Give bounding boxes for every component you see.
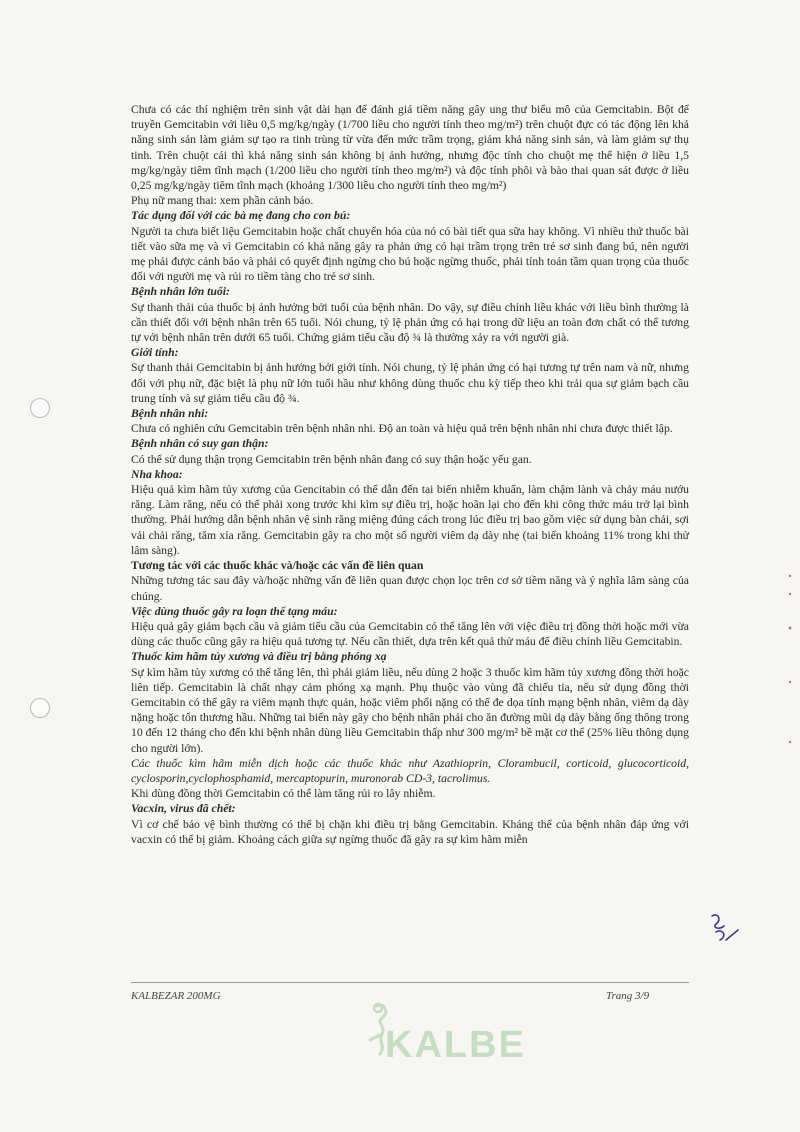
footer-page-number: Trang 3/9	[606, 990, 650, 1002]
section-heading: Giới tính:	[131, 346, 179, 360]
paragraph: Sự thanh thải Gemcitabin bị ảnh hưởng bởi giới tính. Nói chung, tỷ lệ phản ứng có hại tương tự trên nam và nữ, nhưng đối với phụ nữ, đặc biệt là phụ nữ lớn tuổi hầu như không dùng thuốc chu kỳ tiếp theo khi trải qua sự giảm bạch cầu trung tính và sự giảm tiểu cầu độ ¾.	[131, 361, 689, 405]
section-heading: Bệnh nhân lớn tuổi:	[131, 285, 230, 299]
paragraph: Phụ nữ mang thai: xem phần cảnh báo.	[131, 194, 314, 208]
paragraph: Sự kìm hãm tủy xương có thể tăng lên, thì phải giảm liều, nếu dùng 2 hoặc 3 thuốc kìm hãm tủy xương đồng thời hoặc liên tiếp. Gemcitabin là chất nhạy cảm phóng xạ mạnh. Phụ thuộc vào vùng đã chiếu tia, nếu sử dụng đồng thời Gemcitabin có thể gây ra viêm mạnh thực quản, hoặc viêm phổi nặng có thể đe dọa tính mạng bệnh nhân, viêm dạ dày nặng hoặc tổn thương hầu. Những tai biến này gây cho bệnh nhân phải cho ăn đường mũi dạ dày bằng ống thông trong 10 đến 12 tháng cho đến khi bệnh nhân dùng liều Gemcitabin thấp như 300 mg/m² bề mặt cơ thể (25% liều thông dụng cho người lớn).	[131, 665, 689, 755]
margin-marks-icon	[786, 570, 794, 770]
handwritten-mark-icon	[706, 910, 742, 950]
section-heading: Bệnh nhân có suy gan thận:	[131, 437, 269, 451]
paragraph: Hiệu quả gây giảm bạch cầu và giảm tiểu cầu của Gemcitabin có thể tăng lên với việc điều trị đồng thời hoặc mới vừa dùng các thuốc cũng gây ra hiệu quả tương tự. Nếu cần thiết, dựa trên kết quả thử máu để điều chỉnh liều Gemcitabin.	[131, 619, 689, 649]
section-heading: Việc dùng thuốc gây ra loạn thể tạng máu:	[131, 604, 338, 618]
paragraph: Những tương tác sau đây và/hoặc những vấn đề liên quan được chọn lọc trên cơ sở tiềm năng và ý nghĩa lâm sàng của chúng.	[131, 574, 689, 603]
section-heading: Tác dụng đối với các bà mẹ đang cho con bú:	[131, 209, 351, 223]
section-heading: Vacxin, virus đã chết:	[131, 802, 236, 816]
paragraph: Sự thanh thải của thuốc bị ảnh hưởng bởi tuổi của bệnh nhân. Do vậy, sự điều chỉnh liều khác với liều bình thường là cần thiết đối với bệnh nhân trên 65 tuổi. Nói chung, tỷ lệ phản ứng có hại trong dữ liệu an toàn đơn chất có thể tương tự với bệnh nhân trên dưới 65 tuổi. Chứng giảm tiểu cầu độ ¾ là thường xảy ra với người già.	[131, 300, 689, 345]
paragraph: Hiệu quả kìm hãm tủy xương của Gencitabin có thể dẫn đến tai biến nhiễm khuẩn, làm chậm lành và chảy máu nướu răng. Làm răng, nếu có thể phải xong trước khi kìm sự điều trị, hoặc hoãn lại cho đến khi công thức máu trở lại bình thường. Phải hướng dẫn bệnh nhân vệ sinh răng miệng đúng cách trong lúc điều trị bao gồm việc sử dụng bàn chải, sợi vải chải răng, tăm xỉa răng. Gemcitabin gây ra cho một số người viêm dạ dày nhẹ (tai biến khoảng 11% trong khi thử lâm sàng).	[131, 483, 689, 557]
paragraph: Vì cơ chế bảo vệ bình thường có thể bị chặn khi điều trị bằng Gemcitabin. Kháng thể của bệnh nhân đáp ứng với vacxin có thể bị giảm. Khoảng cách giữa sự ngừng thuốc đã gây ra sự kìm hãm miễn	[131, 817, 689, 846]
section-heading: Nha khoa:	[131, 467, 183, 481]
paragraph: Khi dùng đồng thời Gemcitabin có thể làm tăng rủi ro lây nhiễm.	[131, 787, 436, 801]
section-heading: Bệnh nhân nhi:	[131, 407, 209, 421]
footer-divider	[131, 982, 689, 983]
section-heading: Thuốc kìm hãm tủy xương và điều trị bằng phóng xạ	[131, 650, 387, 664]
paragraph: Người ta chưa biết liệu Gemcitabin hoặc chất chuyển hóa của nó có bài tiết qua sữa hay không. Vì nhiều thứ thuốc bài tiết vào sữa mẹ và vì Gemcitabin có khả năng gây ra phản ứng có hại trầm trọng trên trẻ sơ sinh đang bú, nên người mẹ phải được cảnh báo và phải có quyết định ngừng cho bú hoặc ngừng thuốc, phải tính toán tầm quan trọng của thuốc đối với người mẹ và rủi ro tiềm tàng cho trẻ sơ sinh.	[131, 224, 689, 284]
punch-hole-icon	[30, 698, 50, 718]
paragraph: Chưa có các thí nghiệm trên sinh vật dài hạn để đánh giá tiềm năng gây ung thư biểu mô của Gemcitabin. Bột để truyền Gemcitabin với liều 0,5 mg/kg/ngày (1/700 liều cho người tính theo mg/m²) trên chuột đực có tác động lên khả năng sinh sản làm giảm sự tạo ra tinh trùng từ vừa đến mức trầm trọng, giảm khả năng sinh sản, và làm giảm sự thụ tinh. Trên chuột cái thì khả năng sinh sản không bị ảnh hưởng, nhưng độc tính cho chuột mẹ thể hiện ở liều 1,5 mg/kg/ngày tiêm tĩnh mạch (1/200 liều cho người tính theo mg/m²) và độc tính phôi và bào thai quan sát được ở liều 0,25 mg/kg/ngày tiêm tĩnh mạch (khoảng 1/300 liều cho người tính theo mg/m²)	[131, 103, 689, 193]
paragraph: Có thể sử dụng thận trọng Gemcitabin trên bệnh nhân đang có suy thận hoặc yếu gan.	[131, 452, 532, 466]
section-heading: Tương tác với các thuốc khác và/hoặc các vấn đề liên quan	[131, 559, 424, 573]
punch-hole-icon	[30, 398, 50, 418]
paragraph-italic: Các thuốc kìm hãm miễn dịch hoặc các thuốc khác như Azathioprin, Clorambucil, corticoid, glucocorticoid, cyclosporin,cyclophosphamid, mercaptopurin, muronorab CD-3, tacrolimus.	[131, 756, 689, 785]
paragraph: Chưa có nghiên cứu Gemcitabin trên bệnh nhân nhi. Độ an toàn và hiệu quả trên bệnh nhân nhi chưa được thiết lập.	[131, 422, 673, 436]
kalbe-logo-text: KALBE	[385, 1024, 526, 1066]
footer-product-name: KALBEZAR 200MG	[131, 990, 221, 1002]
document-body	[131, 102, 689, 847]
